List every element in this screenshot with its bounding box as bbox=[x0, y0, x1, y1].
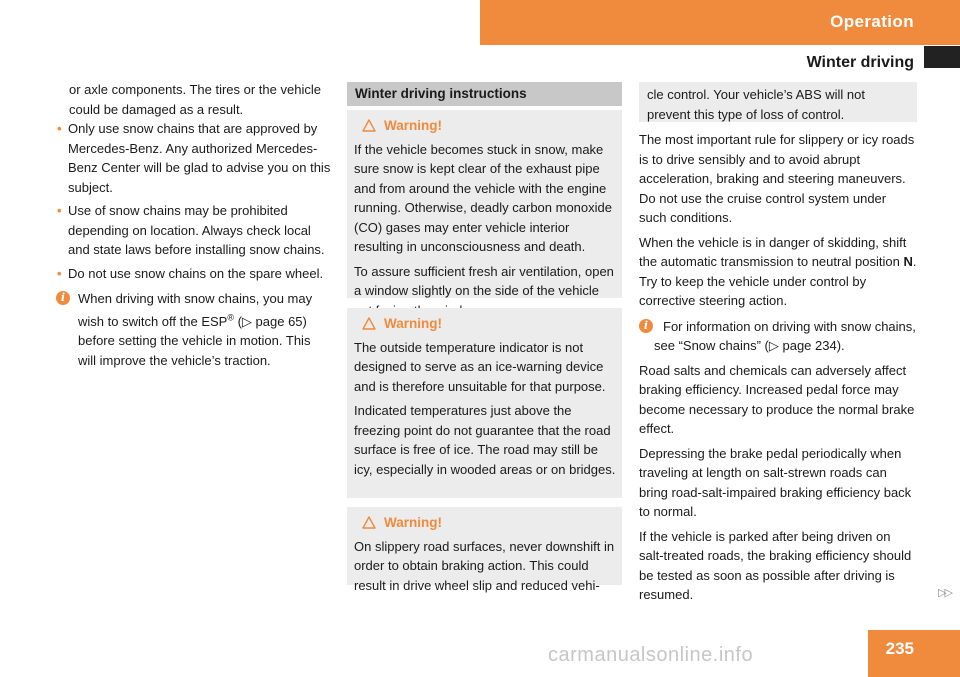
watermark: carmanualsonline.info bbox=[548, 644, 754, 666]
paragraph: If the vehicle is parked after being driven on salt-treated roads, the braking efficiency should be tested as soon as possible after driving is resumed. bbox=[639, 528, 912, 602]
bullet-icon: • bbox=[57, 265, 62, 281]
warning-text: To assure sufficient fresh air ventilation, open a window slightly on the side of the vehicle bbox=[354, 263, 614, 298]
warning-box bbox=[347, 507, 622, 593]
subsection-title: Winter driving bbox=[806, 54, 914, 71]
page-number: 235 bbox=[885, 639, 914, 658]
warning-triangle-icon bbox=[362, 317, 376, 330]
section-title: Operation bbox=[830, 12, 914, 31]
section-tab bbox=[480, 0, 960, 45]
paragraph: Road salts and chemicals can adversely affect braking efficiency. Increased pedal force may become necessary to produce the normal brake effect. bbox=[639, 362, 915, 436]
column-left bbox=[56, 80, 331, 370]
list-item: • Only use snow chains that are approved by Mercedes-Benz. Any authorized Mercedes-Benz Center will be glad to advise you on this subject. bbox=[57, 121, 331, 195]
warning-triangle-icon bbox=[362, 516, 376, 529]
list-item: • Use of snow chains may be prohibited depending on location. Always check local and state laws before installing snow chains. bbox=[57, 203, 325, 257]
page-number-tab bbox=[868, 630, 960, 677]
warning-box bbox=[347, 110, 622, 298]
corner-marker bbox=[924, 46, 960, 68]
info-icon: i bbox=[56, 291, 70, 305]
warning-triangle-icon bbox=[362, 119, 376, 132]
registered-mark: ® bbox=[227, 312, 234, 323]
warning-text: If the vehicle becomes stuck in snow, make sure snow is kept clear of the exhaust pipe and from around the vehicle with the engine running. Otherwise, deadly carbon monoxide (CO) gases may enter vehicle interior resulting in unconsciousness and death. bbox=[354, 141, 612, 254]
next-page-arrow-icon: ▷▷ bbox=[938, 587, 951, 599]
warning-title: Warning! bbox=[384, 515, 442, 530]
warning-text: On slippery road surfaces, never downshift in order to obtain braking action. This could result in drive wheel slip and reduced vehi- bbox=[354, 538, 615, 593]
info-icon: i bbox=[639, 319, 653, 333]
bullet-icon: • bbox=[57, 203, 62, 218]
section-heading: Winter driving instructions bbox=[347, 82, 622, 106]
info-note: i When driving with snow chains, you may wish to switch off the ESP® (▷ page 65) before setting the vehicle in motion. This will improve the vehicle’s traction. bbox=[56, 289, 331, 370]
list-item: • Do not use snow chains on the spare wheel. bbox=[56, 264, 331, 284]
paragraph: Depressing the brake pedal periodically when traveling at length on salt-strewn roads can bring road-salt-impaired braking efficiency back to normal. bbox=[639, 445, 912, 519]
warning-title: Warning! bbox=[384, 316, 442, 331]
warning-text: The outside temperature indicator is not designed to serve as an ice-warning device and is therefore unsuitable for that purpose. bbox=[354, 339, 606, 394]
intro-text: or axle components. The tires or the vehicle could be damaged as a result. bbox=[69, 82, 321, 117]
warning-box bbox=[347, 308, 622, 498]
warning-text: Indicated temperatures just above the freezing point do not guarantee that the road surface is free of ice. The road may still be icy, especially in wooded areas or on bridges. bbox=[354, 403, 616, 477]
paragraph: When the vehicle is in danger of skidding, shift the automatic transmission to neutral position N. Try to keep the vehicle under control by corrective steering action. bbox=[639, 234, 917, 308]
column-right bbox=[639, 130, 917, 610]
warning-title: Warning! bbox=[384, 118, 442, 133]
gear-position: N bbox=[903, 254, 913, 269]
paragraph: The most important rule for slippery or icy roads is to drive sensibly and to avoid abrupt acceleration, braking and steering maneuvers. Do not use the cruise control system under such conditions. bbox=[639, 132, 915, 225]
info-note: i For information on driving with snow chains, see “Snow chains” (▷ page 234). bbox=[639, 317, 917, 356]
warning-continuation: cle control. Your vehicle’s ABS will not prevent this type of loss of control. bbox=[639, 82, 917, 122]
bullet-icon: • bbox=[57, 121, 62, 136]
